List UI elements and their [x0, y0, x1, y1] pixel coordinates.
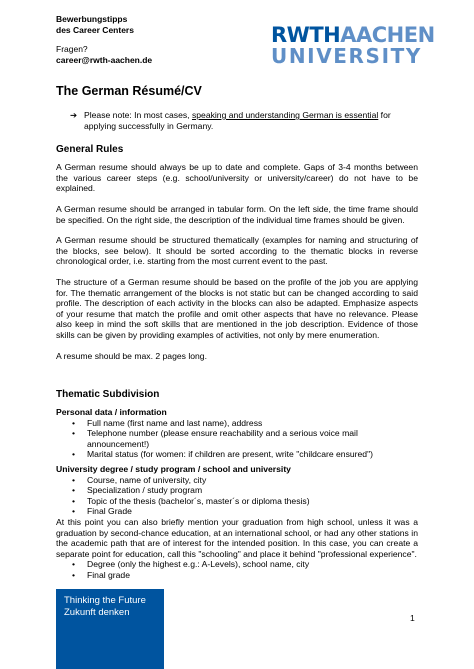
rules-paragraph: A German resume should always be up to date and complete. Gaps of 3-4 months between the various career steps (e.g. school/university or university/career) do not have to be explained. — [56, 162, 418, 194]
list-item: • Final grade — [72, 570, 130, 580]
list-item: • Full name (first name and last name), address — [72, 417, 263, 428]
bullet-icon: • — [72, 559, 76, 570]
bullet-icon: • — [72, 570, 76, 580]
bullet-icon: • — [72, 485, 76, 496]
logo-university-text: UNIVERSITY — [271, 44, 422, 68]
bullet-icon: • — [72, 474, 76, 485]
document-title: The German Résumé/CV — [56, 84, 202, 98]
logo-rwth-text: RWTH — [271, 23, 341, 47]
list-item: • Degree (only the highest e.g.: A-Levels), school name, city — [72, 559, 310, 570]
contact-email-link[interactable]: career@rwth-aachen.de — [56, 55, 153, 65]
arrow-right-icon: ➔ — [70, 110, 78, 120]
university-degree-heading: University degree / study program / school and university — [56, 464, 291, 475]
header-contact-block — [56, 14, 152, 66]
schooling-paragraph: At this point you can also briefly mention your graduation from high school, unless it was a graduation by second-chance education, at an international school, or had any other stations in the academic path that are of interest for the intended position. In this case, you can create a separate point for education, call this "schooling" and place it behind "professional experience". — [56, 517, 418, 559]
rules-paragraph: The structure of a German resume should be based on the profile of the job you are applying for. The thematic arrangement of the blocks is not static but can be changed according to said profile. The description of each activity in the blocks can also be adapted. Emphasize aspects of your resume that match the profile and omit other aspects that have no relevance. Please also keep in mind the soft skills that are mentioned in the job description. Evidence of those skills can be given by providing examples of activities, not only by mere enumeration. — [56, 276, 418, 340]
personal-data-list — [72, 418, 418, 460]
footer-slogan-box — [56, 589, 164, 669]
department-line-1: Bewerbungstipps — [56, 14, 128, 24]
rules-paragraph: A German resume should be structured thematically (examples for naming and structuring of the blocks, see below). It should be sorted according to the thematic blocks in reverse chronological order, i.e. starting from the most current event to the past. — [56, 235, 418, 267]
note-text-underlined: speaking and understanding German is essential — [191, 110, 379, 120]
bullet-icon: • — [72, 417, 76, 428]
bullet-icon: • — [72, 449, 76, 460]
rules-paragraph: A German resume should be arranged in tabular form. On the left side, the time frame should be specified. On the right side, the description of the individual time frames should be given. — [56, 203, 418, 225]
list-item: • Course, name of university, city — [72, 474, 207, 485]
list-item: • Marital status (for women: if children are present, write "childcare ensured") — [72, 449, 373, 460]
language-note — [56, 110, 418, 131]
logo-aachen-text: AACHEN — [340, 23, 435, 47]
bullet-icon: • — [72, 495, 76, 506]
page-number: 1 — [410, 613, 415, 623]
note-text-after: for applying successfully in Germany. — [84, 110, 391, 131]
questions-label: Fragen? — [56, 44, 88, 54]
slogan-english: Thinking the Future — [64, 595, 146, 606]
university-degree-list — [72, 475, 418, 517]
general-rules-heading: General Rules — [56, 144, 124, 156]
personal-data-heading: Personal data / information — [56, 407, 167, 418]
rules-paragraph: A resume should be max. 2 pages long. — [56, 350, 207, 361]
rwth-logo — [271, 23, 435, 68]
slogan-german: Zukunft denken — [64, 607, 130, 618]
schooling-list — [72, 559, 418, 580]
document-body — [56, 84, 418, 581]
thematic-subdivision-heading: Thematic Subdivision — [56, 389, 160, 401]
bullet-icon: • — [72, 428, 76, 439]
list-item: • Topic of the thesis (bachelor´s, master´s or diploma thesis) — [72, 495, 310, 506]
note-text-before: Please note: In most cases, — [84, 110, 192, 120]
department-line-2: des Career Centers — [56, 25, 134, 35]
bullet-icon: • — [72, 506, 76, 517]
list-item: • Specialization / study program — [72, 485, 203, 496]
list-item: • Telephone number (please ensure reachability and a serious voice mail announcement!) — [72, 428, 358, 449]
list-item: • Final Grade — [72, 506, 132, 517]
